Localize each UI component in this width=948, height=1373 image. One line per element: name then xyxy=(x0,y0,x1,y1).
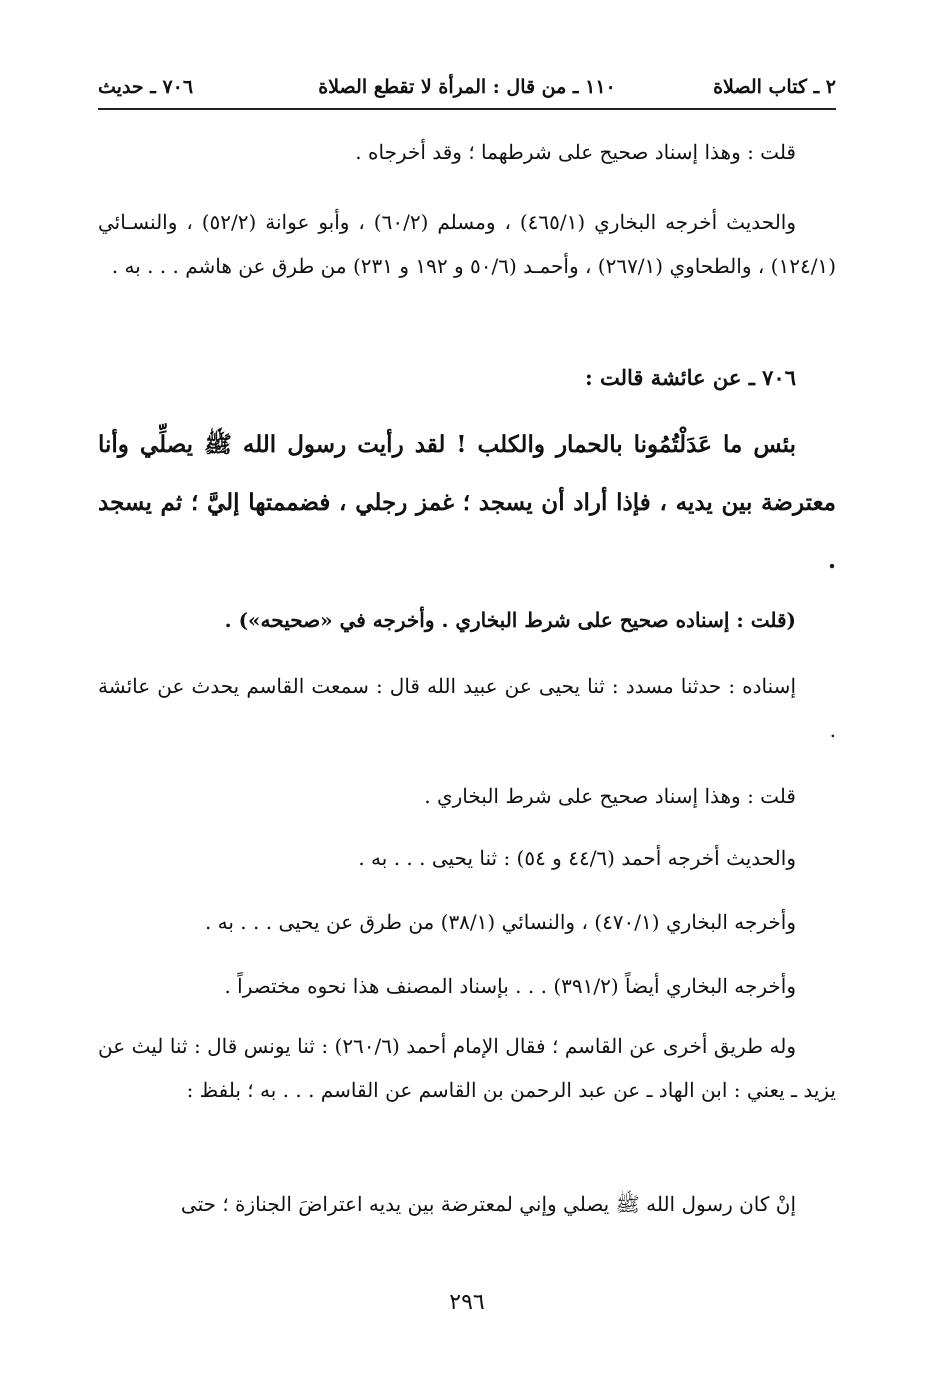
commentary-paragraph: قلت : وهذا إسناد صحيح على شرط البخاري . xyxy=(424,784,796,808)
page-number: ٢٩٦ xyxy=(449,1290,485,1315)
takhrij-paragraph: والحديث أخرجه البخاري (٤٦٥/١) ، ومسلم (٦٠/٢) ، وأبو عوانة (٥٢/٢) ، والنسـائي (١٢٤/١) ، والطحاوي (٢٦٧/١) ، وأحمـد (٥٠/٦ و ١٩٢ و ٢٣١) من طرق عن هاشم . . . به . xyxy=(98,210,836,278)
hadith-heading: ٧٠٦ ـ عن عائشة قالت : xyxy=(584,365,796,390)
commentary-paragraph: قلت : وهذا إسناد صحيح على شرطهما ؛ وقد أخرجاه . xyxy=(355,140,796,164)
takhrij-paragraph: وأخرجه البخاري أيضاً (٣٩١/٢) . . . بإسناد المصنف هذا نحوه مختصراً . xyxy=(224,974,796,998)
other-route-paragraph: وله طريق أخرى عن القاسم ؛ فقال الإمام أحمد (٢٦٠/٦) : ثنا يونس قال : ثنا ليث عن يزيد ـ يعني : ابن الهاد ـ عن عبد الرحمن بن القاسم عن القاسم . . . به ؛ بلفظ : xyxy=(98,1034,836,1102)
running-header xyxy=(98,72,836,108)
hadith-variant-text: إنْ كان رسول الله ﷺ يصلي وإني لمعترضة بين يديه اعتراضَ الجنازة ؛ حتى xyxy=(180,1192,796,1216)
header-chapter: ٢ ـ كتاب الصلاة xyxy=(713,76,836,98)
grading-note: (قلت : إسناده صحيح على شرط البخاري . وأخرجه في «صحيحه») . xyxy=(224,608,796,632)
isnad-paragraph: إسناده : حدثنا مسدد : ثنا يحيى عن عبيد الله قال : سمعت القاسم يحدث عن عائشة . xyxy=(98,674,836,742)
header-rule xyxy=(98,108,836,110)
header-hadith-number: ٧٠٦ ـ حديث xyxy=(98,76,194,98)
book-page xyxy=(98,60,836,1350)
takhrij-paragraph: والحديث أخرجه أحمد (٤٤/٦ و ٥٤) : ثنا يحيى . . . به . xyxy=(358,846,796,870)
takhrij-paragraph: وأخرجه البخاري (٤٧٠/١) ، والنسائي (٣٨/١) من طرق عن يحيى . . . به . xyxy=(204,910,796,934)
hadith-text: بئس ما عَدَلْتُمُونا بالحمار والكلب ! لقد رأيت رسول الله ﷺ يصلِّي وأنا معترضة بين يديه ، فإذا أراد أن يسجد ؛ غمز رجلي ، فضممتها إليَّ ؛ ثم يسجد . xyxy=(98,431,836,574)
header-section: ١١٠ ـ من قال : المرأة لا تقطع الصلاة xyxy=(318,76,616,98)
